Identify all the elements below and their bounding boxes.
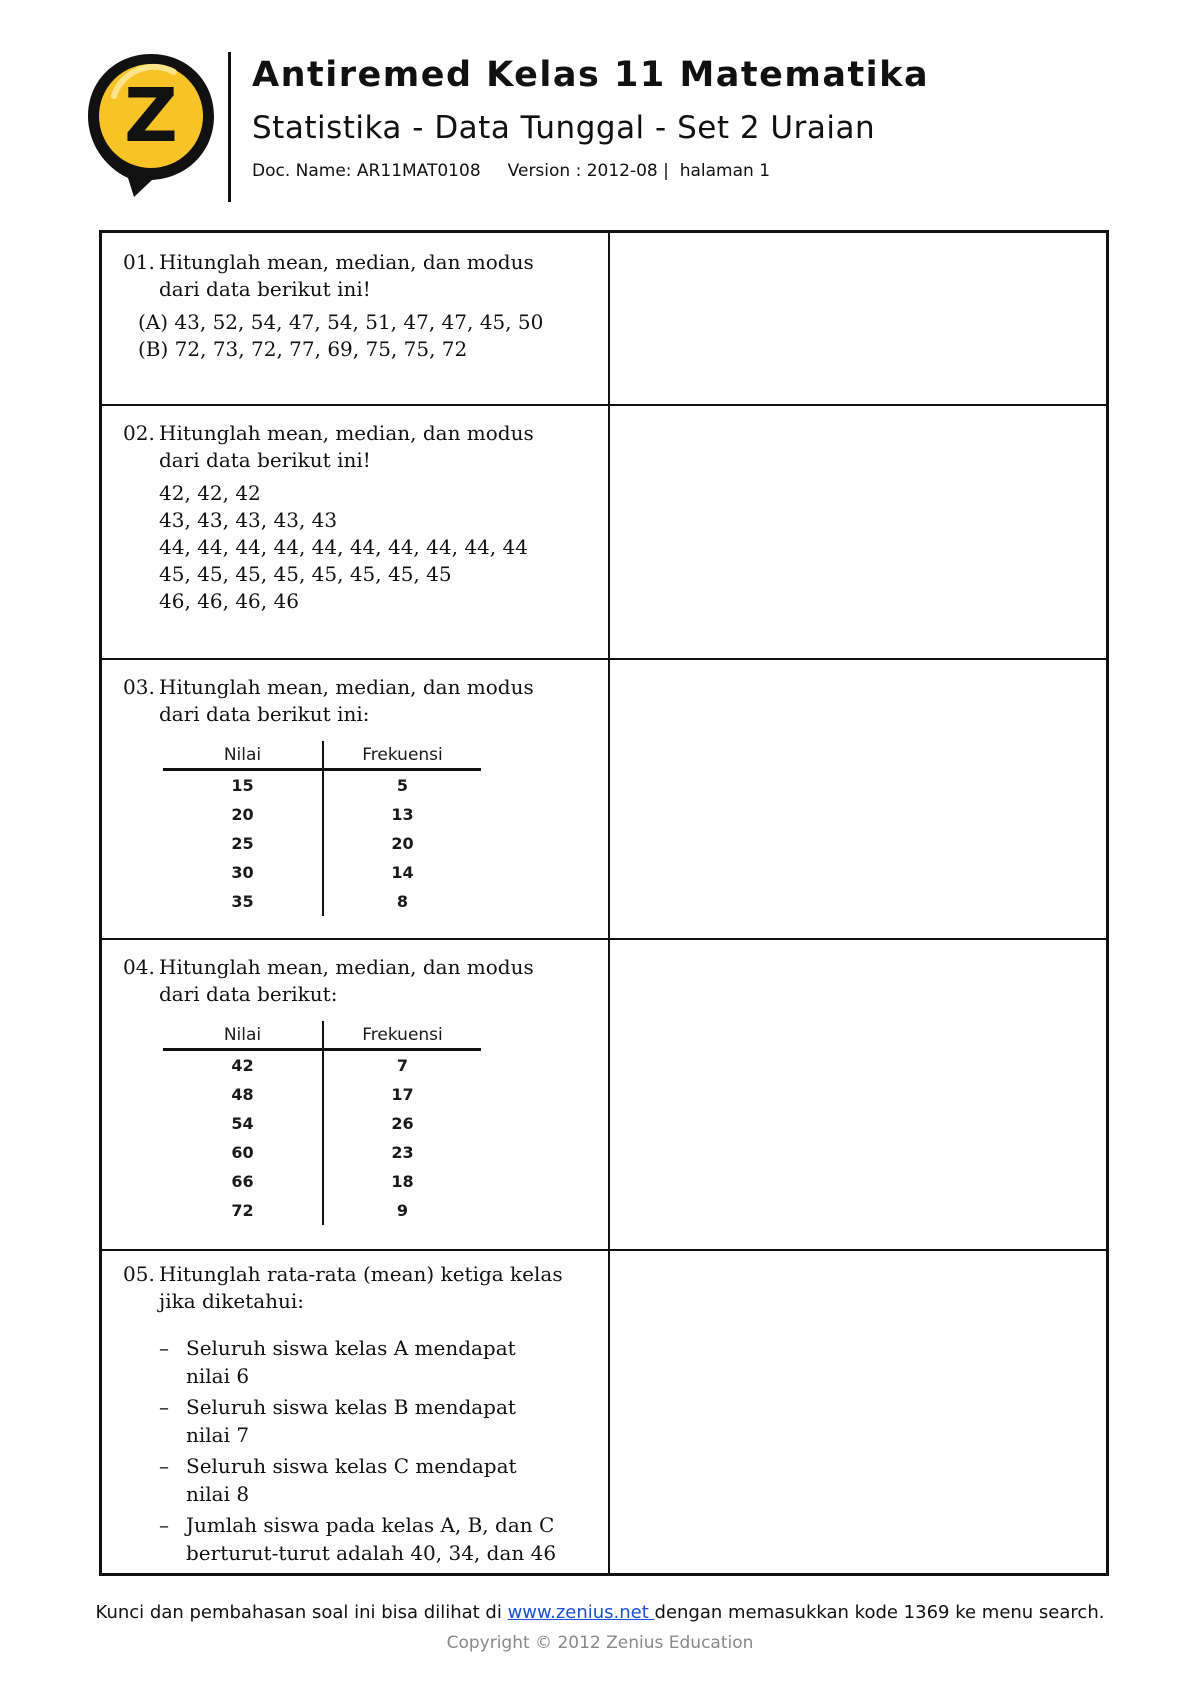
question-text: Hitunglah mean, median, dan modus dari data berikut: [159, 955, 534, 1006]
nilai-cell: 25 [163, 829, 323, 858]
row-divider [102, 404, 1106, 406]
frekuensi-cell: 18 [391, 1172, 414, 1191]
frekuensi-cell: 23 [391, 1143, 414, 1162]
question-text: Hitunglah mean, median, dan modus dari data berikut ini! [159, 250, 534, 301]
frekuensi-cell: 26 [391, 1114, 414, 1133]
row-divider [102, 658, 1106, 660]
table-row [163, 1050, 481, 1081]
question-1-options [138, 309, 543, 363]
question-number: 02. [123, 421, 155, 445]
frekuensi-cell: 13 [391, 805, 414, 824]
frekuensi-cell: 17 [391, 1085, 414, 1104]
dash-bullet: – [159, 1336, 169, 1360]
list-item [159, 1511, 566, 1567]
data-line: 45, 45, 45, 45, 45, 45, 45, 45 [159, 562, 452, 586]
table-row [163, 770, 481, 801]
nilai-cell: 42 [163, 1050, 323, 1081]
question-text: Hitunglah mean, median, dan modus dari data berikut ini! [159, 421, 534, 472]
data-line: 46, 46, 46, 46 [159, 589, 299, 613]
frekuensi-cell: 14 [391, 863, 414, 882]
table-row [163, 1109, 481, 1138]
zenius-logo-icon [84, 50, 218, 202]
doc-title: Antiremed Kelas 11 Matematika [252, 55, 930, 95]
option-a: (A) 43, 52, 54, 47, 54, 51, 47, 47, 45, 50 [138, 310, 544, 334]
question-5-bullets [159, 1334, 566, 1570]
question-grid [99, 230, 1109, 1576]
table-row [163, 1196, 481, 1225]
column-header-frekuensi: Frekuensi [323, 741, 481, 770]
frequency-table [163, 741, 481, 916]
nilai-cell: 54 [163, 1109, 323, 1138]
question-number: 01. [123, 250, 155, 274]
frekuensi-cell: 9 [396, 1201, 409, 1220]
dash-bullet: – [159, 1513, 169, 1537]
footer-text-after: dengan memasukkan kode 1369 ke menu search. [654, 1602, 1105, 1623]
table-row [163, 800, 481, 829]
bullet-text: Seluruh siswa kelas A mendapat nilai 6 [186, 1336, 516, 1388]
nilai-cell: 72 [163, 1196, 323, 1225]
list-item [159, 1452, 566, 1508]
row-divider [102, 938, 1106, 940]
frekuensi-cell: 20 [391, 834, 414, 853]
dash-bullet: – [159, 1395, 169, 1419]
column-divider [608, 233, 610, 1573]
table-row [163, 1080, 481, 1109]
bullet-text: Jumlah siswa pada kelas A, B, dan C berturut-turut adalah 40, 34, dan 46 [186, 1513, 557, 1565]
doc-name: Doc. Name: AR11MAT0108 [252, 161, 481, 181]
list-item [159, 1334, 566, 1390]
table-row [163, 1167, 481, 1196]
doc-subtitle: Statistika - Data Tunggal - Set 2 Uraian [252, 110, 876, 146]
data-line: 44, 44, 44, 44, 44, 44, 44, 44, 44, 44 [159, 535, 528, 559]
nilai-cell: 60 [163, 1138, 323, 1167]
table-row [163, 887, 481, 916]
column-header-nilai: Nilai [163, 741, 323, 770]
header-divider [228, 52, 231, 202]
option-b: (B) 72, 73, 72, 77, 69, 75, 75, 72 [138, 337, 468, 361]
question-number: 04. [123, 955, 155, 979]
nilai-cell: 35 [163, 887, 323, 916]
question-number: 05. [123, 1262, 155, 1286]
row-divider [102, 1249, 1106, 1251]
bullet-text: Seluruh siswa kelas B mendapat nilai 7 [186, 1395, 516, 1447]
nilai-cell: 15 [163, 770, 323, 801]
svg-text:Z: Z [124, 73, 178, 159]
zenius-link[interactable]: www.zenius.net [507, 1602, 655, 1623]
question-number: 03. [123, 675, 155, 699]
table-row [163, 858, 481, 887]
nilai-cell: 20 [163, 800, 323, 829]
doc-meta [252, 161, 770, 181]
column-header-nilai: Nilai [163, 1021, 323, 1050]
data-line: 42, 42, 42 [159, 481, 261, 505]
list-item [159, 1393, 566, 1449]
footer-note [0, 1602, 1200, 1623]
copyright: Copyright © 2012 Zenius Education [446, 1633, 754, 1653]
frekuensi-cell: 5 [396, 776, 409, 795]
question-text: Hitunglah mean, median, dan modus dari data berikut ini: [159, 675, 534, 726]
dash-bullet: – [159, 1454, 169, 1478]
data-line: 43, 43, 43, 43, 43 [159, 508, 338, 532]
column-header-frekuensi: Frekuensi [323, 1021, 481, 1050]
question-2-data [159, 480, 528, 615]
doc-version: Version : 2012-08 | [507, 161, 669, 181]
doc-page: halaman 1 [679, 161, 771, 181]
nilai-cell: 30 [163, 858, 323, 887]
footer-text-before: Kunci dan pembahasan soal ini bisa dilihat di [95, 1602, 508, 1623]
bullet-text: Seluruh siswa kelas C mendapat nilai 8 [186, 1454, 517, 1506]
nilai-cell: 48 [163, 1080, 323, 1109]
table-row [163, 1138, 481, 1167]
question-text: Hitunglah rata-rata (mean) ketiga kelas jika diketahui: [159, 1262, 563, 1313]
frequency-table [163, 1021, 481, 1225]
frekuensi-cell: 8 [396, 892, 409, 911]
frekuensi-cell: 7 [396, 1056, 409, 1075]
table-row [163, 829, 481, 858]
nilai-cell: 66 [163, 1167, 323, 1196]
